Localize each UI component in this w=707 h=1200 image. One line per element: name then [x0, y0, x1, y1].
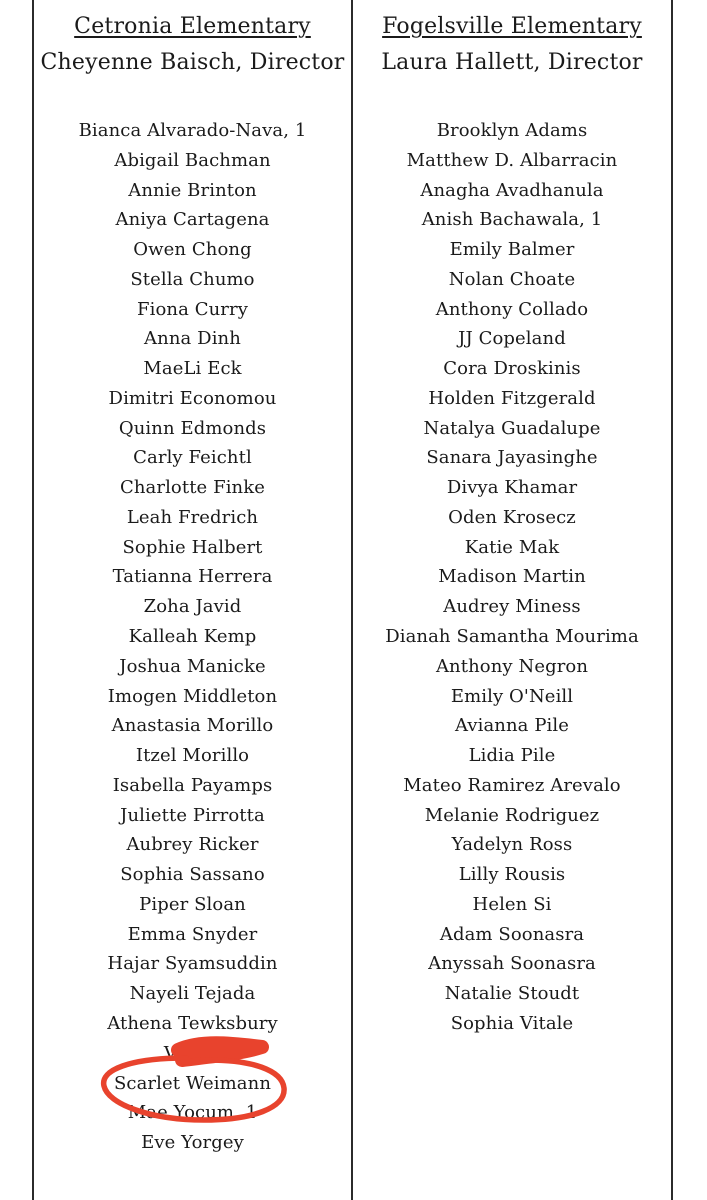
student-name: Charlotte Finke — [119, 477, 266, 499]
student-name: Natalie Stoudt — [444, 983, 580, 1005]
student-name: Brooklyn Adams — [436, 120, 588, 141]
student-name: Stella Chumo — [130, 268, 255, 290]
student-name: Emily O'Neill — [450, 685, 574, 707]
student-name: Scarlet Weimann — [113, 1072, 272, 1094]
student-name: Dimitri Economou — [108, 387, 277, 409]
student-name: Emily Balmer — [449, 239, 575, 261]
director-line: Laura Hallett, Director — [381, 50, 643, 75]
student-list — [34, 116, 351, 1158]
student-name: Anthony Collado — [435, 298, 589, 320]
student-name: Carly Feichtl — [133, 447, 252, 469]
student-name: Sophie Halbert — [122, 536, 263, 558]
student-name: Matthew D. Albarracin — [406, 149, 618, 171]
student-name: Isabella Payamps — [112, 774, 273, 796]
student-name: Anna Dinh — [144, 328, 241, 350]
student-name: Tatianna Herrera — [112, 566, 273, 588]
student-name: Emma Snyder — [127, 923, 258, 945]
student-name: Imogen Middleton — [107, 685, 278, 707]
student-name: Itzel Morillo — [135, 745, 250, 767]
right-border-rule — [671, 0, 673, 1200]
student-name: Owen Chong — [133, 239, 252, 261]
student-name: Helen Si — [472, 893, 552, 915]
student-name: Anthony Negron — [435, 655, 589, 677]
student-name: Melanie Rodriguez — [424, 804, 600, 826]
student-name: Lidia Pile — [468, 745, 556, 767]
student-name: Nolan Choate — [448, 268, 576, 290]
student-name: Anyssah Soonasra — [428, 953, 596, 975]
student-name: Anastasia Morillo — [111, 715, 274, 737]
student-name: Eve Yorgey — [141, 1132, 244, 1154]
student-name: JJ Copeland — [458, 328, 566, 350]
student-name: Anish Bachawala, 1 — [421, 209, 603, 231]
student-name: Mae Yocum, 1 — [127, 1102, 258, 1124]
student-name: Juliette Pirrotta — [120, 804, 265, 826]
student-name: Lilly Rousis — [458, 864, 566, 886]
student-name: Nayeli Tejada — [129, 983, 256, 1005]
student-name: Madison Martin — [438, 566, 586, 588]
student-name: Oden Krosecz — [448, 506, 576, 528]
student-name: Cora Droskinis — [443, 358, 581, 380]
student-name: Kalleah Kemp — [128, 626, 257, 648]
student-name: Joshua Manicke — [119, 655, 266, 677]
student-name: Avianna Pile — [454, 715, 570, 737]
student-name: Dianah Samantha Mourima — [385, 626, 639, 648]
student-name: Abigail Bachman — [114, 149, 271, 171]
student-name: Quinn Edmonds — [118, 417, 267, 439]
student-name: Sophia Vitale — [450, 1012, 574, 1034]
student-name: MaeLi Eck — [143, 358, 242, 380]
student-name: Athena Tewksbury — [107, 1012, 278, 1034]
student-name: Divya Khamar — [446, 477, 578, 499]
student-name: Audrey Miness — [443, 596, 581, 618]
student-name: Holden Fitzgerald — [428, 387, 596, 409]
student-name: Aniya Cartagena — [115, 209, 270, 231]
student-name: Zoha Javid — [143, 596, 242, 618]
student-name: Natalya Guadalupe — [423, 417, 601, 439]
student-name: Yadelyn Ross — [451, 834, 573, 856]
student-name: Adam Soonasra — [439, 923, 585, 945]
student-name: Anagha Avadhanula — [420, 179, 604, 201]
student-name: Piper Sloan — [139, 893, 246, 915]
student-name: Sanara Jayasinghe — [426, 447, 598, 469]
student-name: Vivian — [163, 1042, 222, 1064]
student-list — [353, 116, 671, 1039]
school-heading: Fogelsville Elementary — [382, 14, 642, 39]
director-line: Cheyenne Baisch, Director — [40, 50, 345, 75]
student-name: Bianca Alvarado-Nava, 1 — [78, 120, 307, 141]
student-name: Hajar Syamsuddin — [107, 953, 278, 975]
student-name: Aubrey Ricker — [126, 834, 259, 856]
student-name: Annie Brinton — [128, 179, 257, 201]
student-name: Sophia Sassano — [120, 864, 265, 886]
student-name: Katie Mak — [464, 536, 560, 558]
student-name: Leah Fredrich — [126, 506, 259, 528]
school-heading: Cetronia Elementary — [74, 14, 311, 39]
student-name: Fiona Curry — [137, 298, 248, 320]
student-name: Mateo Ramirez Arevalo — [403, 774, 621, 796]
